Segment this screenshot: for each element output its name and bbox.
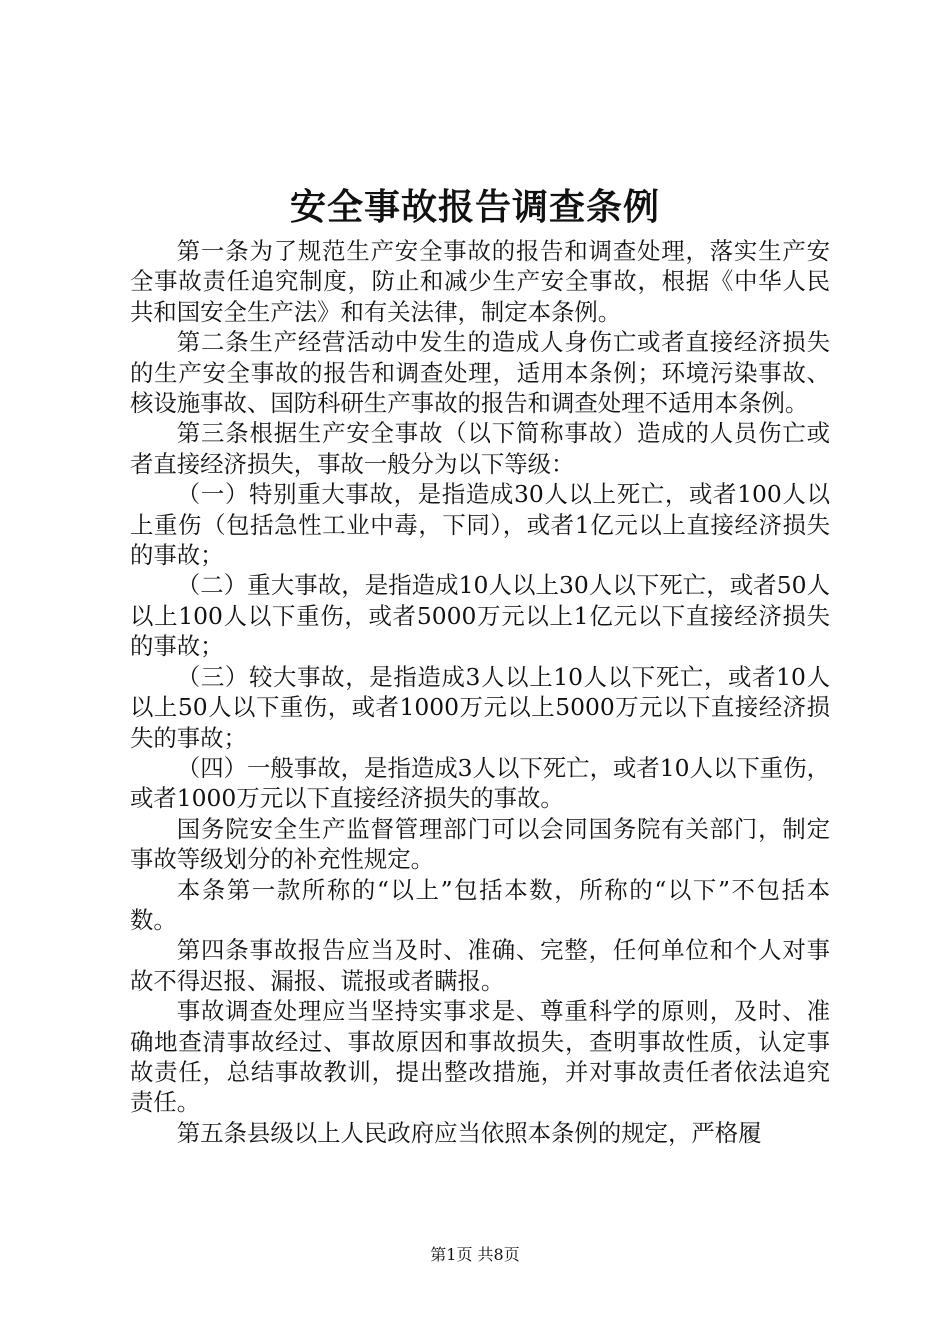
paragraph-article-2: 第二条生产经营活动中发生的造成人身伤亡或者直接经济损失的生产安全事故的报告和调查处理，适用本条例；环境污染事故、核设施事故、国防科研生产事故的报告和调查处理不适用本条例。 xyxy=(130,328,830,418)
page-footer: 第1页 共8页 xyxy=(430,1245,520,1264)
paragraph-level-1: （一）特别重大事故，是指造成30人以上死亡，或者100人以上重伤（包括急性工业中毒，下同），或者1亿元以上直接经济损失的事故； xyxy=(130,480,830,570)
paragraph-article-5: 第五条县级以上人民政府应当依照本条例的规定，严格履 xyxy=(176,1118,762,1147)
paragraph-article-3: 第三条根据生产安全事故（以下简称事故）造成的人员伤亡或者直接经济损失，事故一般分为以下等级： xyxy=(130,419,830,478)
paragraph-level-2: （二）重大事故，是指造成10人以上30人以下死亡，或者50人以上100人以下重伤，或者5000万元以上1亿元以下直接经济损失的事故； xyxy=(130,571,830,661)
paragraph-principle: 事故调查处理应当坚持实事求是、尊重科学的原则，及时、准确地查清事故经过、事故原因和事故损失，查明事故性质，认定事故责任，总结事故教训，提出整改措施，并对事故责任者依法追究责任。 xyxy=(130,997,830,1117)
paragraph-level-3: （三）较大事故，是指造成3人以上10人以下死亡，或者10人以上50人以下重伤，或者1000万元以上5000万元以下直接经济损失的事故； xyxy=(130,662,830,752)
paragraph-definition: 本条第一款所称的“以上”包括本数，所称的“以下”不包括本数。 xyxy=(130,875,830,934)
paragraph-article-1: 第一条为了规范生产安全事故的报告和调查处理，落实生产安全事故责任追究制度，防止和减少生产安全事故，根据《中华人民共和国安全生产法》和有关法律，制定本条例。 xyxy=(130,237,830,326)
document-body xyxy=(130,236,830,1148)
document-title: 安全事故报告调查条例 xyxy=(289,186,660,228)
paragraph-level-4: （四）一般事故，是指造成3人以下死亡，或者10人以下重伤，或者1000万元以下直接经济损失的事故。 xyxy=(130,753,830,813)
paragraph-supplement: 国务院安全生产监督管理部门可以会同国务院有关部门，制定事故等级划分的补充性规定。 xyxy=(130,814,830,874)
paragraph-article-4: 第四条事故报告应当及时、准确、完整，任何单位和个人对事故不得迟报、漏报、谎报或者瞒报。 xyxy=(130,936,830,995)
